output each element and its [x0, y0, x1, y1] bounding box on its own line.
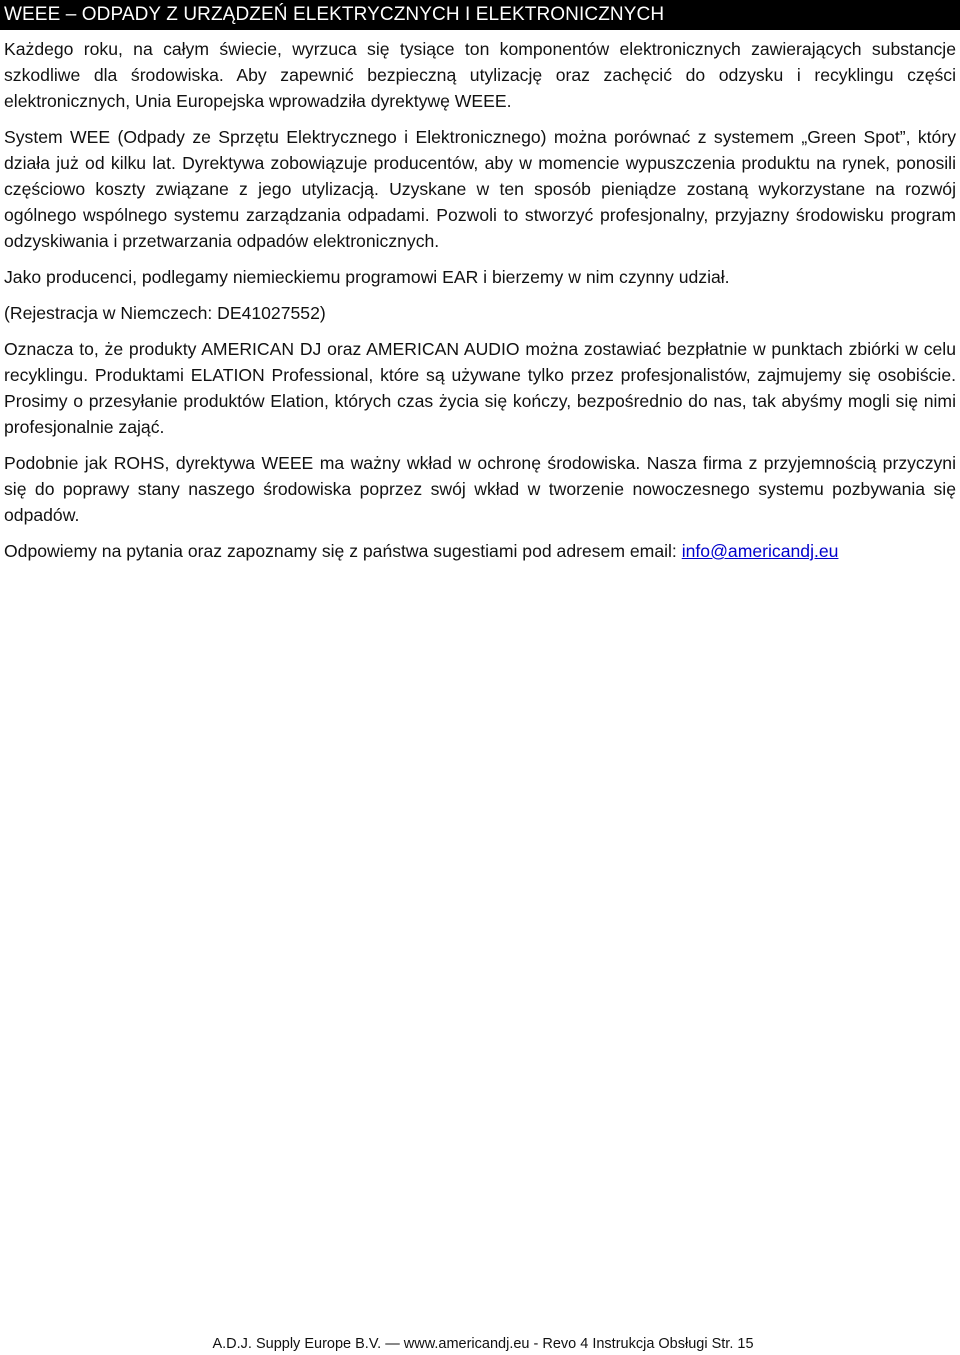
email-link[interactable]: info@americandj.eu: [681, 541, 839, 561]
document-body: [4, 36, 956, 574]
page-footer: [0, 1334, 960, 1354]
paragraph-ear: Jako producenci, podlegamy niemieckiemu programowi EAR i bierzemy w nim czynny udział.: [4, 267, 730, 287]
section-title: WEEE – ODPADY Z URZĄDZEŃ ELEKTRYCZNYCH I ELEKTRONICZNYCH: [4, 4, 665, 25]
paragraph-brands: Oznacza to, że produkty AMERICAN DJ oraz AMERICAN AUDIO można zostawiać bezpłatnie w punktach zbiórki w celu recyklingu. Produktami ELATION Professional, które są używane tylko przez profesjonalistów, zajmujemy się osobiście. Prosimy o przesyłanie produktów Elation, których czas życia się kończy, bezpośrednio do nas, tak abyśmy mogli się nimi profesjonalnie zająć.: [4, 339, 956, 437]
section-title-bar: [0, 0, 960, 30]
contact-text: Odpowiemy na pytania oraz zapoznamy się z państwa sugestiami pod adresem email:: [4, 541, 682, 561]
paragraph-system: System WEE (Odpady ze Sprzętu Elektrycznego i Elektronicznego) można porównać z systemem „Green Spot”, który działa już od kilku lat. Dyrektywa zobowiązuje producentów, aby w momencie wypuszczenia produktu na rynek, ponosili częściowo koszty związane z jego utylizacją. Uzyskane w ten sposób pieniądze zostaną wykorzystane na rozwój ogólnego wspólnego systemu zarządzania odpadami. Pozwoli to stworzyć profesjonalny, przyjazny środowisku program odzyskiwania i przetwarzania odpadów elektronicznych.: [4, 127, 956, 251]
paragraph-rohs: Podobnie jak ROHS, dyrektywa WEEE ma ważny wkład w ochronę środowiska. Nasza firma z przyjemnością przyczyni się do poprawy stany naszego środowiska poprzez swój wkład w tworzenie nowoczesnego systemu pozbywania się odpadów.: [4, 453, 956, 525]
footer-text: A.D.J. Supply Europe B.V. — www.americandj.eu - Revo 4 Instrukcja Obsługi Str. 15: [212, 1336, 754, 1352]
paragraph-registration: (Rejestracja w Niemczech: DE41027552): [4, 303, 326, 323]
paragraph-intro: Każdego roku, na całym świecie, wyrzuca się tysiące ton komponentów elektronicznych zawierających substancje szkodliwe dla środowiska. Aby zapewnić bezpieczną utylizację oraz zachęcić do odzysku i recyklingu części elektronicznych, Unia Europejska wprowadziła dyrektywę WEEE.: [4, 39, 956, 111]
paragraph-contact: [4, 538, 956, 564]
